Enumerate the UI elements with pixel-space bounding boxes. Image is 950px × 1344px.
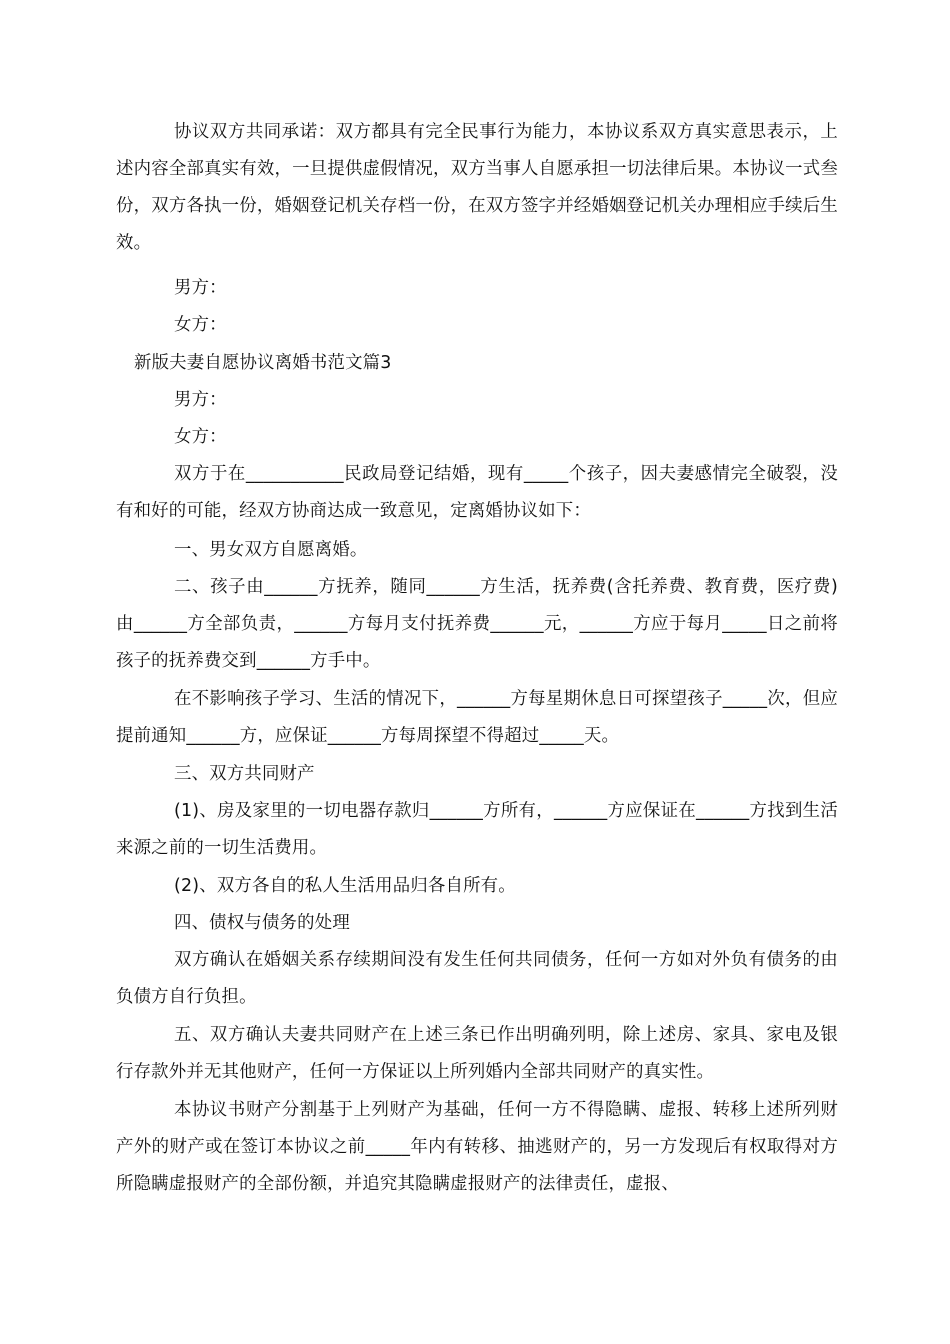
clause-3-item-2: (2)、双方各自的私人生活用品归各自所有。: [174, 876, 516, 896]
section-title: 新版夫妻自愿协议离婚书范文篇3: [134, 353, 392, 373]
clause-5: 五、双方确认夫妻共同财产在上述三条已作出明确列明，除上述房、家具、家电及银行存款外并无其他财产，任何一方保证以上所列婚内全部共同财产的真实性。: [116, 1025, 838, 1082]
paragraph-property-division: 本协议书财产分割基于上列财产为基础，任何一方不得隐瞒、虚报、转移上述所列财产外的财产或在签订本协议之前_____年内有转移、抽逃财产的，另一方发现后有权取得对方所隐瞒虚报财产的全部份额，并追究其隐瞒虚报财产的法律责任，虚报、: [116, 1100, 838, 1194]
clause-3-heading: 三、双方共同财产: [174, 764, 315, 784]
paragraph-debts: 双方确认在婚姻关系存续期间没有发生任何共同债务，任何一方如对外负有债务的由负债方自行负担。: [116, 950, 838, 1007]
party-male-label: 男方：: [174, 390, 227, 410]
party-female-label: 女方：: [174, 427, 227, 447]
clause-4-heading: 四、债权与债务的处理: [174, 913, 350, 933]
clause-2-child-custody: 二、孩子由______方抚养，随同______方生活，抚养费(含托养费、教育费，医疗费)由______方全部负责，______方每月支付抚养费______元，______方应于每月_____日之前将孩子的抚养费交到______方手中。: [116, 577, 838, 671]
paragraph-commitment: 协议双方共同承诺：双方都具有完全民事行为能力，本协议系双方真实意思表示，上述内容全部真实有效，一旦提供虚假情况，双方当事人自愿承担一切法律后果。本协议一式叁份，双方各执一份，婚姻登记机关存档一份，在双方签字并经婚姻登记机关办理相应手续后生效。: [116, 122, 838, 253]
paragraph-marriage-registration: 双方于在___________民政局登记结婚，现有_____个孩子，因夫妻感情完全破裂，没有和好的可能，经双方协商达成一致意见，定离婚协议如下：: [116, 464, 838, 521]
paragraph-visitation: 在不影响孩子学习、生活的情况下，______方每星期休息日可探望孩子_____次，但应提前通知______方，应保证______方每周探望不得超过_____天。: [116, 689, 838, 746]
signature-female-label: 女方：: [174, 315, 227, 335]
signature-male-label: 男方：: [174, 278, 227, 298]
clause-1: 一、男女双方自愿离婚。: [174, 540, 368, 560]
clause-3-item-1: (1)、房及家里的一切电器存款归______方所有，______方应保证在______方找到生活来源之前的一切生活费用。: [116, 801, 838, 858]
